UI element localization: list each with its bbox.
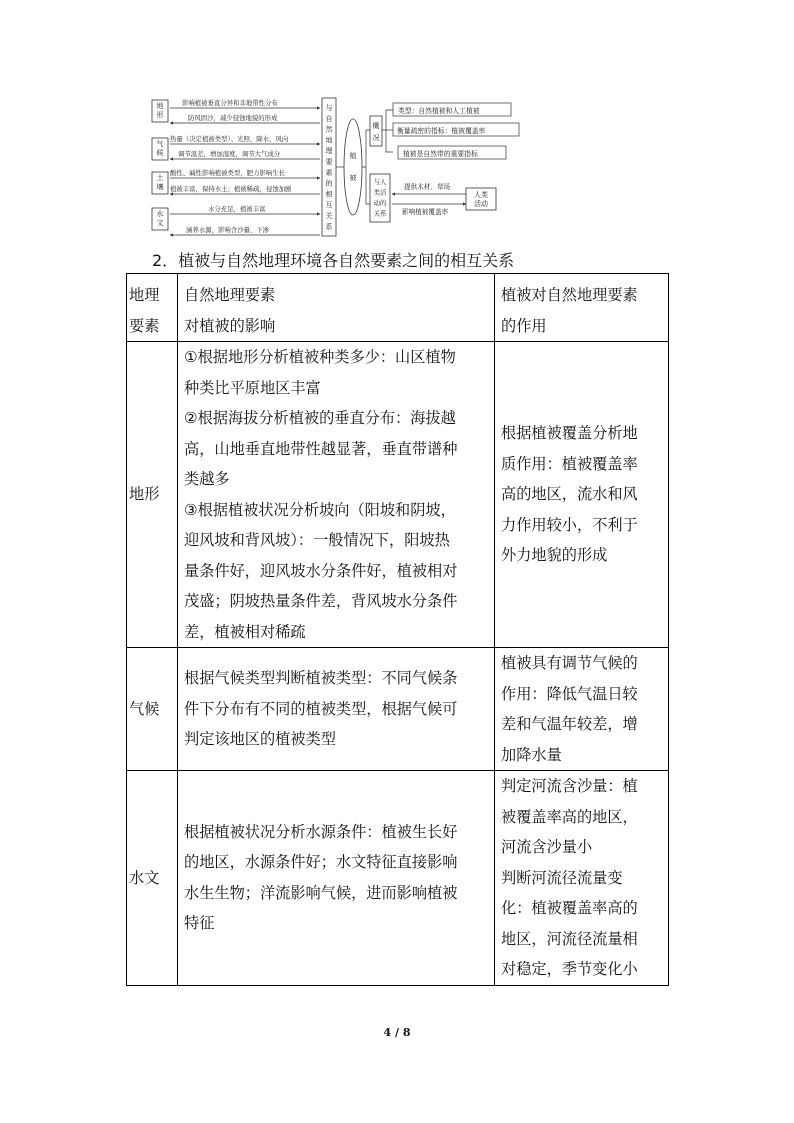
factor-label-terrain: 地形 (156, 102, 164, 119)
center-relation-text: 与自然地理要素的相互关系 (325, 104, 333, 231)
human-arrow-label-1: 提供木材、草场 (404, 183, 451, 191)
arrow-label-6: 植被丰富，保持水土；植被稀疏，侵蚀加剧 (170, 185, 292, 193)
cell-line: 根据植被覆盖分析地 (501, 424, 638, 443)
cell-line: 地区，河流径流量相 (501, 929, 638, 948)
cell-line: ①根据地形分析植被种类多少：山区植物 (184, 348, 456, 366)
relation-table (126, 273, 669, 986)
section-heading: 2．植被与自然地理环境各自然要素之间的相互关系 (152, 251, 515, 270)
cell-line: 类越多 (184, 470, 230, 488)
header-influence-line: 自然地理要素 (184, 286, 276, 304)
human-relation-label-text: 与人类活动的关系 (373, 178, 387, 218)
human-activity-text: 人类活动 (474, 191, 488, 208)
vegetation-oval-text: 植被 (349, 152, 357, 182)
human-arrow-label-2: 影响植被覆盖率 (402, 208, 449, 216)
cell-line: 植被具有调节气候的 (501, 654, 638, 672)
cell-line: 特征 (184, 914, 215, 933)
cell-line: 判断河流径流量变 (501, 868, 623, 887)
cell-line: ②根据海拔分析植被的垂直分布：海拔越 (184, 409, 456, 427)
cell-line: 量条件好，迎风坡水分条件好，植被相对 (184, 561, 458, 580)
row-influence (178, 342, 495, 648)
row-effect (495, 648, 669, 771)
cell-line: 质作用：植被覆盖率 (501, 454, 638, 473)
overview-item-1: 类型：自然植被和人工植被 (398, 107, 480, 115)
cell-line: 高的地区，流水和风 (501, 485, 638, 504)
arrow-label-8: 涵养水源，影响含沙量、下渗 (186, 226, 270, 234)
cell-line: 件下分布有不同的植被类型，根据气候可 (184, 699, 458, 718)
overview-item-3: 植被是自然带的重要指标 (403, 150, 478, 158)
page-number: 4 / 8 (383, 1026, 411, 1039)
header-effect (495, 274, 669, 342)
header-effect-line: 植被对自然地理要素 (501, 286, 638, 304)
header-factor-line: 要素 (129, 316, 160, 335)
arrow-label-4: 调节温差，增加湿度，调节大气成分 (178, 150, 281, 158)
row-influence (178, 648, 495, 771)
header-influence-line: 对植被的影响 (184, 316, 276, 335)
cell-line: 判定该地区的植被类型 (184, 730, 336, 749)
table-row (127, 342, 669, 648)
header-factor (127, 274, 178, 342)
row-effect (495, 342, 669, 648)
cell-line: 化：植被覆盖率高的 (501, 899, 638, 917)
cell-line: 种类比平原地区丰富 (184, 378, 321, 397)
factor-label-soil: 土壤 (156, 174, 164, 191)
vegetation-oval (344, 119, 362, 215)
overview-label-text: 概况 (372, 122, 380, 142)
arrow-label-1: 影响植被垂直分异和非地带性分布 (182, 99, 278, 107)
left-arrow-labels (170, 98, 292, 234)
right-brackets (362, 130, 370, 204)
row-factor: 水文 (127, 771, 178, 986)
left-factor-boxes (152, 100, 168, 230)
cell-line: 迎风坡和背风坡）：一般情况下，阳坡热 (184, 531, 450, 549)
table-row (127, 648, 669, 771)
arrow-label-7: 水分充足，植被丰富 (208, 205, 266, 213)
arrow-label-5: 酸性、碱性影响植被类型，肥力影响生长 (170, 169, 286, 177)
cell-line: 的地区，水源条件好；水文特征直接影响 (184, 853, 458, 872)
vegetation-concept-diagram (148, 92, 520, 242)
table-header-row (127, 274, 669, 342)
table-row (127, 771, 669, 986)
cell-line: 根据气候类型判断植被类型：不同气候条 (184, 669, 458, 688)
cell-line: 根据植被状况分析水源条件：植被生长好 (184, 822, 458, 841)
cell-line: 茂盛；阴坡热量条件差，背风坡水分条件 (184, 592, 458, 610)
cell-line: 判定河流含沙量：植 (501, 777, 638, 795)
header-influence (178, 274, 495, 342)
cell-line: ③根据植被状况分析坡向（阳坡和阴坡， (184, 500, 456, 519)
cell-line: 高，山地垂直地带性越显著，垂直带谱种 (184, 439, 458, 458)
row-influence (178, 771, 495, 986)
cell-line: 差，植被相对稀疏 (184, 622, 306, 641)
cell-line: 外力地貌的形成 (501, 546, 608, 565)
factor-label-hydrology: 水文 (156, 210, 164, 227)
cell-line: 被覆盖率高的地区， (501, 807, 638, 826)
overview-item-2: 衡量疏密的指标：植被覆盖率 (397, 127, 486, 135)
cell-line: 水生生物；洋流影响气候，进而影响植被 (184, 883, 458, 902)
arrow-label-3: 热量（决定植被类型）、光照、降水、风向 (170, 135, 289, 143)
arrow-label-2: 防风固沙，减少侵蚀地貌的形成 (188, 114, 278, 122)
cell-line: 对稳定，季节变化小 (501, 960, 638, 978)
overview-items (393, 103, 519, 159)
header-factor-line: 地理 (129, 286, 160, 304)
cell-line: 力作用较小，不利于 (501, 515, 638, 534)
header-effect-line: 的作用 (501, 316, 547, 335)
cell-line: 加降水量 (501, 745, 562, 764)
row-factor: 地形 (127, 342, 178, 648)
row-effect (495, 771, 669, 986)
row-factor: 气候 (127, 648, 178, 771)
cell-line: 河流含沙量小 (501, 838, 593, 856)
cell-line: 作用：降低气温日较 (501, 684, 638, 703)
cell-line: 差和气温年较差，增 (501, 715, 638, 733)
factor-label-climate: 气候 (156, 140, 164, 157)
